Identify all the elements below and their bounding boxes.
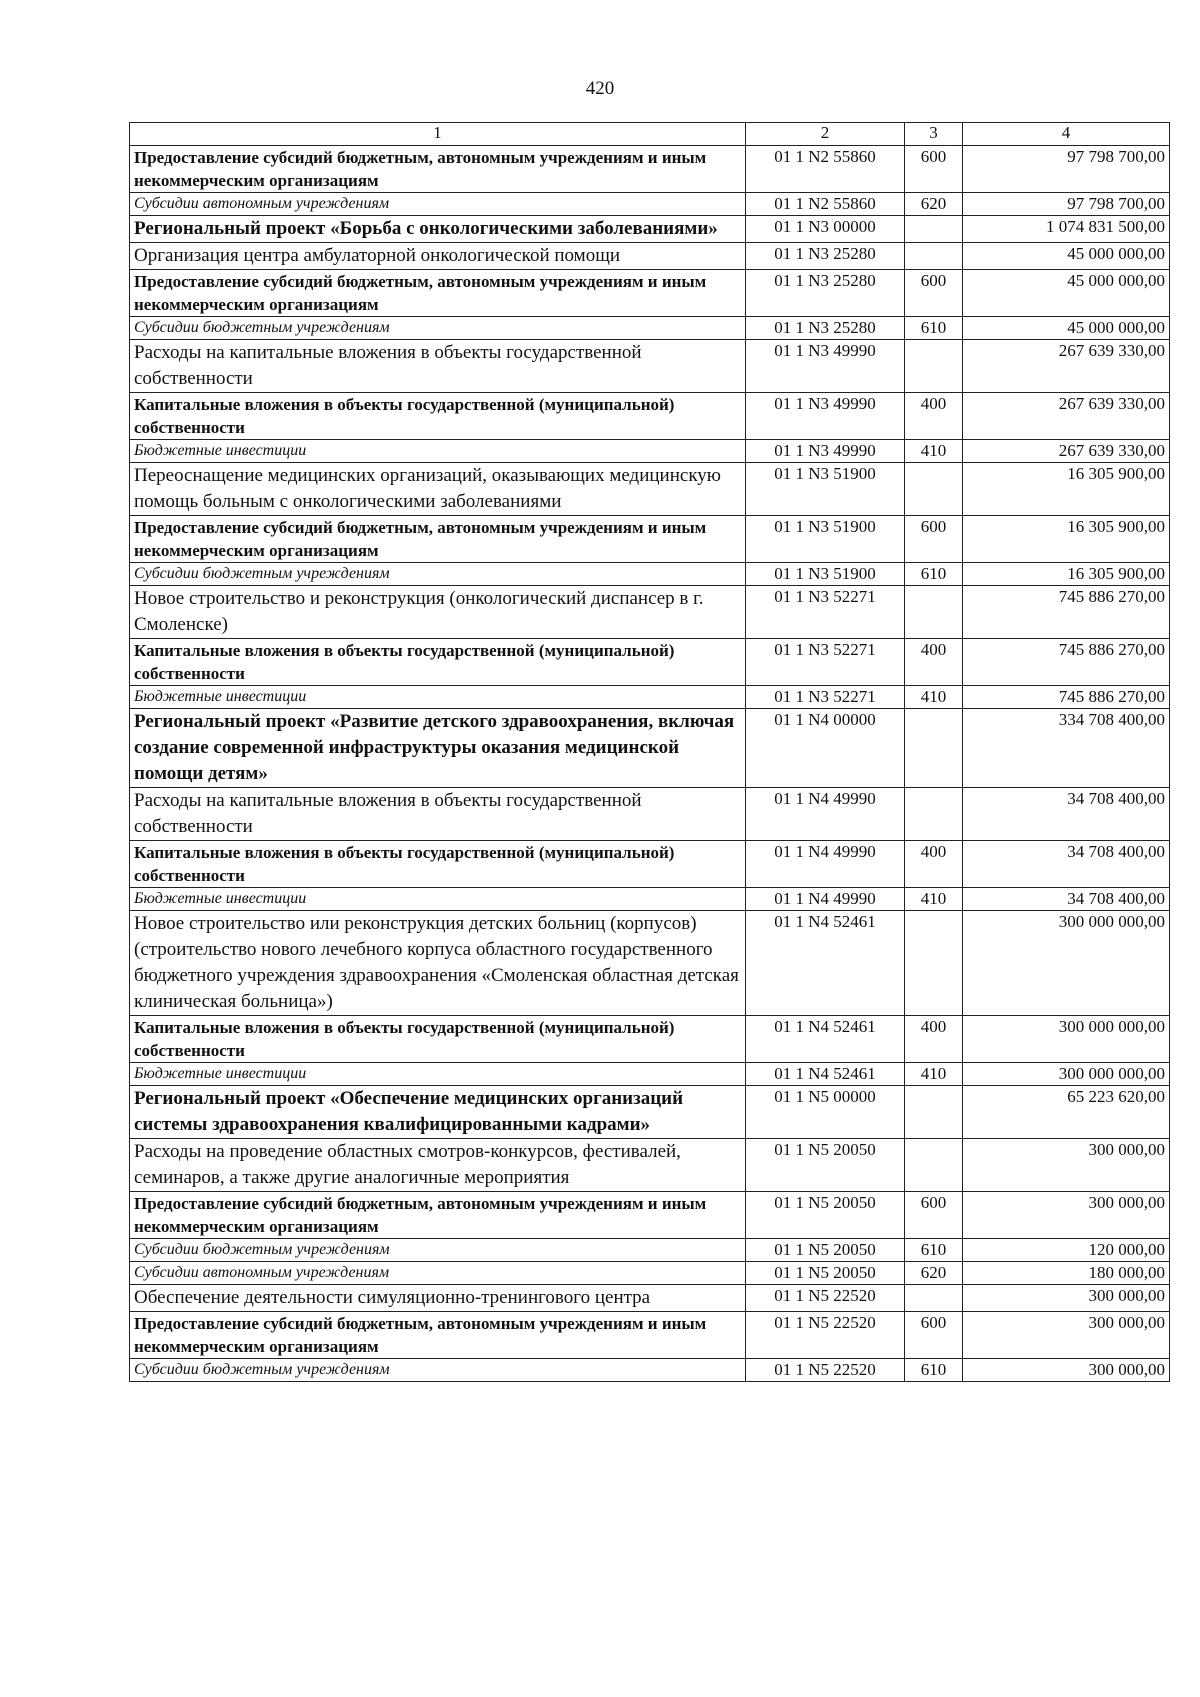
row-code: 01 1 N4 00000 <box>746 709 905 788</box>
row-name: Субсидии бюджетным учреждениям <box>130 1239 746 1262</box>
row-amount: 300 000 000,00 <box>963 911 1170 1016</box>
row-type: 410 <box>905 686 963 709</box>
table-row <box>130 888 1170 911</box>
table-row <box>130 393 1170 440</box>
row-name: Бюджетные инвестиции <box>130 686 746 709</box>
table-row <box>130 463 1170 516</box>
row-amount: 300 000 000,00 <box>963 1016 1170 1063</box>
row-amount: 45 000 000,00 <box>963 243 1170 270</box>
header-row <box>130 123 1170 146</box>
row-type <box>905 1139 963 1192</box>
row-name: Бюджетные инвестиции <box>130 440 746 463</box>
row-amount: 300 000,00 <box>963 1359 1170 1382</box>
row-code: 01 1 N2 55860 <box>746 146 905 193</box>
row-type: 610 <box>905 1359 963 1382</box>
row-amount: 745 886 270,00 <box>963 639 1170 686</box>
row-amount: 34 708 400,00 <box>963 788 1170 841</box>
row-amount: 65 223 620,00 <box>963 1086 1170 1139</box>
row-code: 01 1 N3 51900 <box>746 563 905 586</box>
row-amount: 300 000,00 <box>963 1285 1170 1312</box>
row-amount: 300 000 000,00 <box>963 1063 1170 1086</box>
row-type: 400 <box>905 639 963 686</box>
row-code: 01 1 N5 22520 <box>746 1285 905 1312</box>
table-row <box>130 216 1170 243</box>
table-row <box>130 1239 1170 1262</box>
row-amount: 45 000 000,00 <box>963 317 1170 340</box>
row-name: Бюджетные инвестиции <box>130 1063 746 1086</box>
row-code: 01 1 N4 49990 <box>746 841 905 888</box>
table-row <box>130 193 1170 216</box>
table-row <box>130 686 1170 709</box>
table-row <box>130 1312 1170 1359</box>
table-row <box>130 1063 1170 1086</box>
row-amount: 16 305 900,00 <box>963 516 1170 563</box>
table-row <box>130 1359 1170 1382</box>
row-code: 01 1 N4 49990 <box>746 888 905 911</box>
row-type <box>905 243 963 270</box>
row-amount: 16 305 900,00 <box>963 463 1170 516</box>
row-amount: 180 000,00 <box>963 1262 1170 1285</box>
row-amount: 267 639 330,00 <box>963 393 1170 440</box>
row-code: 01 1 N3 25280 <box>746 270 905 317</box>
row-name: Новое строительство или реконструкция детских больниц (корпусов) (строительство нового лечебного корпуса областного государственного бюджетного учреждения здравоохранения «Смоленская областная детская клиническая больница») <box>130 911 746 1016</box>
row-name: Бюджетные инвестиции <box>130 888 746 911</box>
row-name: Субсидии бюджетным учреждениям <box>130 317 746 340</box>
row-code: 01 1 N3 00000 <box>746 216 905 243</box>
row-amount: 300 000,00 <box>963 1312 1170 1359</box>
table-row <box>130 1016 1170 1063</box>
row-type <box>905 1285 963 1312</box>
header-col-2: 2 <box>746 123 905 146</box>
row-amount: 16 305 900,00 <box>963 563 1170 586</box>
row-name: Региональный проект «Обеспечение медицинских организаций системы здравоохранения квалифицированными кадрами» <box>130 1086 746 1139</box>
table-row <box>130 709 1170 788</box>
row-code: 01 1 N5 22520 <box>746 1312 905 1359</box>
table-row <box>130 1285 1170 1312</box>
row-name: Предоставление субсидий бюджетным, автономным учреждениям и иным некоммерческим организациям <box>130 146 746 193</box>
table-row <box>130 586 1170 639</box>
row-code: 01 1 N3 52271 <box>746 586 905 639</box>
row-name: Региональный проект «Борьба с онкологическими заболеваниями» <box>130 216 746 243</box>
row-code: 01 1 N4 52461 <box>746 1016 905 1063</box>
row-type <box>905 586 963 639</box>
row-name: Предоставление субсидий бюджетным, автономным учреждениям и иным некоммерческим организациям <box>130 1312 746 1359</box>
table-row <box>130 911 1170 1016</box>
row-name: Расходы на капитальные вложения в объекты государственной собственности <box>130 340 746 393</box>
row-code: 01 1 N4 52461 <box>746 1063 905 1086</box>
table-row <box>130 1139 1170 1192</box>
row-type <box>905 788 963 841</box>
row-code: 01 1 N3 49990 <box>746 340 905 393</box>
row-code: 01 1 N5 20050 <box>746 1139 905 1192</box>
row-code: 01 1 N3 25280 <box>746 243 905 270</box>
row-amount: 745 886 270,00 <box>963 686 1170 709</box>
row-type: 600 <box>905 1312 963 1359</box>
budget-table <box>129 122 1170 1382</box>
row-name: Новое строительство и реконструкция (онкологический диспансер в г. Смоленске) <box>130 586 746 639</box>
row-type: 610 <box>905 1239 963 1262</box>
row-type <box>905 911 963 1016</box>
row-type: 400 <box>905 1016 963 1063</box>
row-code: 01 1 N3 51900 <box>746 463 905 516</box>
row-name: Капитальные вложения в объекты государственной (муниципальной) собственности <box>130 639 746 686</box>
table-row <box>130 340 1170 393</box>
row-code: 01 1 N3 25280 <box>746 317 905 340</box>
row-type: 620 <box>905 193 963 216</box>
row-amount: 300 000,00 <box>963 1192 1170 1239</box>
row-type <box>905 216 963 243</box>
row-amount: 34 708 400,00 <box>963 841 1170 888</box>
row-amount: 300 000,00 <box>963 1139 1170 1192</box>
row-type: 410 <box>905 1063 963 1086</box>
row-type: 600 <box>905 270 963 317</box>
row-name: Предоставление субсидий бюджетным, автономным учреждениям и иным некоммерческим организациям <box>130 1192 746 1239</box>
row-type: 400 <box>905 393 963 440</box>
row-type: 600 <box>905 516 963 563</box>
row-amount: 45 000 000,00 <box>963 270 1170 317</box>
row-name: Субсидии автономным учреждениям <box>130 1262 746 1285</box>
row-amount: 267 639 330,00 <box>963 440 1170 463</box>
table-body <box>130 146 1170 1382</box>
row-name: Предоставление субсидий бюджетным, автономным учреждениям и иным некоммерческим организациям <box>130 516 746 563</box>
row-type <box>905 340 963 393</box>
header-col-1: 1 <box>130 123 746 146</box>
table-row <box>130 1086 1170 1139</box>
row-amount: 97 798 700,00 <box>963 146 1170 193</box>
table-row <box>130 270 1170 317</box>
table-row <box>130 563 1170 586</box>
row-code: 01 1 N3 52271 <box>746 686 905 709</box>
header-col-4: 4 <box>963 123 1170 146</box>
row-type: 600 <box>905 146 963 193</box>
row-code: 01 1 N5 20050 <box>746 1192 905 1239</box>
row-name: Предоставление субсидий бюджетным, автономным учреждениям и иным некоммерческим организациям <box>130 270 746 317</box>
row-name: Капитальные вложения в объекты государственной (муниципальной) собственности <box>130 1016 746 1063</box>
row-code: 01 1 N3 49990 <box>746 440 905 463</box>
row-code: 01 1 N3 52271 <box>746 639 905 686</box>
row-code: 01 1 N2 55860 <box>746 193 905 216</box>
row-code: 01 1 N4 52461 <box>746 911 905 1016</box>
row-name: Субсидии бюджетным учреждениям <box>130 1359 746 1382</box>
table-row <box>130 440 1170 463</box>
row-code: 01 1 N5 00000 <box>746 1086 905 1139</box>
row-type: 400 <box>905 841 963 888</box>
row-name: Капитальные вложения в объекты государственной (муниципальной) собственности <box>130 841 746 888</box>
row-name: Субсидии автономным учреждениям <box>130 193 746 216</box>
row-amount: 334 708 400,00 <box>963 709 1170 788</box>
table-row <box>130 146 1170 193</box>
page-number: 420 <box>585 78 615 99</box>
row-code: 01 1 N5 20050 <box>746 1239 905 1262</box>
row-type: 600 <box>905 1192 963 1239</box>
table-row <box>130 1262 1170 1285</box>
row-amount: 745 886 270,00 <box>963 586 1170 639</box>
row-type: 610 <box>905 563 963 586</box>
row-type: 610 <box>905 317 963 340</box>
row-code: 01 1 N4 49990 <box>746 788 905 841</box>
row-amount: 97 798 700,00 <box>963 193 1170 216</box>
row-name: Региональный проект «Развитие детского здравоохранения, включая создание современной инфраструктуры оказания медицинской помощи детям» <box>130 709 746 788</box>
row-type: 620 <box>905 1262 963 1285</box>
row-amount: 267 639 330,00 <box>963 340 1170 393</box>
row-type <box>905 1086 963 1139</box>
row-code: 01 1 N3 49990 <box>746 393 905 440</box>
table-row <box>130 317 1170 340</box>
table-row <box>130 841 1170 888</box>
row-code: 01 1 N5 20050 <box>746 1262 905 1285</box>
row-amount: 34 708 400,00 <box>963 888 1170 911</box>
header-col-3: 3 <box>905 123 963 146</box>
row-name: Организация центра амбулаторной онкологической помощи <box>130 243 746 270</box>
row-name: Расходы на капитальные вложения в объекты государственной собственности <box>130 788 746 841</box>
table-row <box>130 1192 1170 1239</box>
row-name: Капитальные вложения в объекты государственной (муниципальной) собственности <box>130 393 746 440</box>
row-type: 410 <box>905 440 963 463</box>
row-type <box>905 463 963 516</box>
row-name: Переоснащение медицинских организаций, оказывающих медицинскую помощь больным с онкологическими заболеваниями <box>130 463 746 516</box>
row-name: Обеспечение деятельности симуляционно-тренингового центра <box>130 1285 746 1312</box>
row-amount: 120 000,00 <box>963 1239 1170 1262</box>
row-type: 410 <box>905 888 963 911</box>
row-type <box>905 709 963 788</box>
table-row <box>130 516 1170 563</box>
row-code: 01 1 N3 51900 <box>746 516 905 563</box>
row-code: 01 1 N5 22520 <box>746 1359 905 1382</box>
row-amount: 1 074 831 500,00 <box>963 216 1170 243</box>
row-name: Субсидии бюджетным учреждениям <box>130 563 746 586</box>
table-row <box>130 788 1170 841</box>
table-row <box>130 243 1170 270</box>
table-row <box>130 639 1170 686</box>
row-name: Расходы на проведение областных смотров-конкурсов, фестивалей, семинаров, а также другие аналогичные мероприятия <box>130 1139 746 1192</box>
